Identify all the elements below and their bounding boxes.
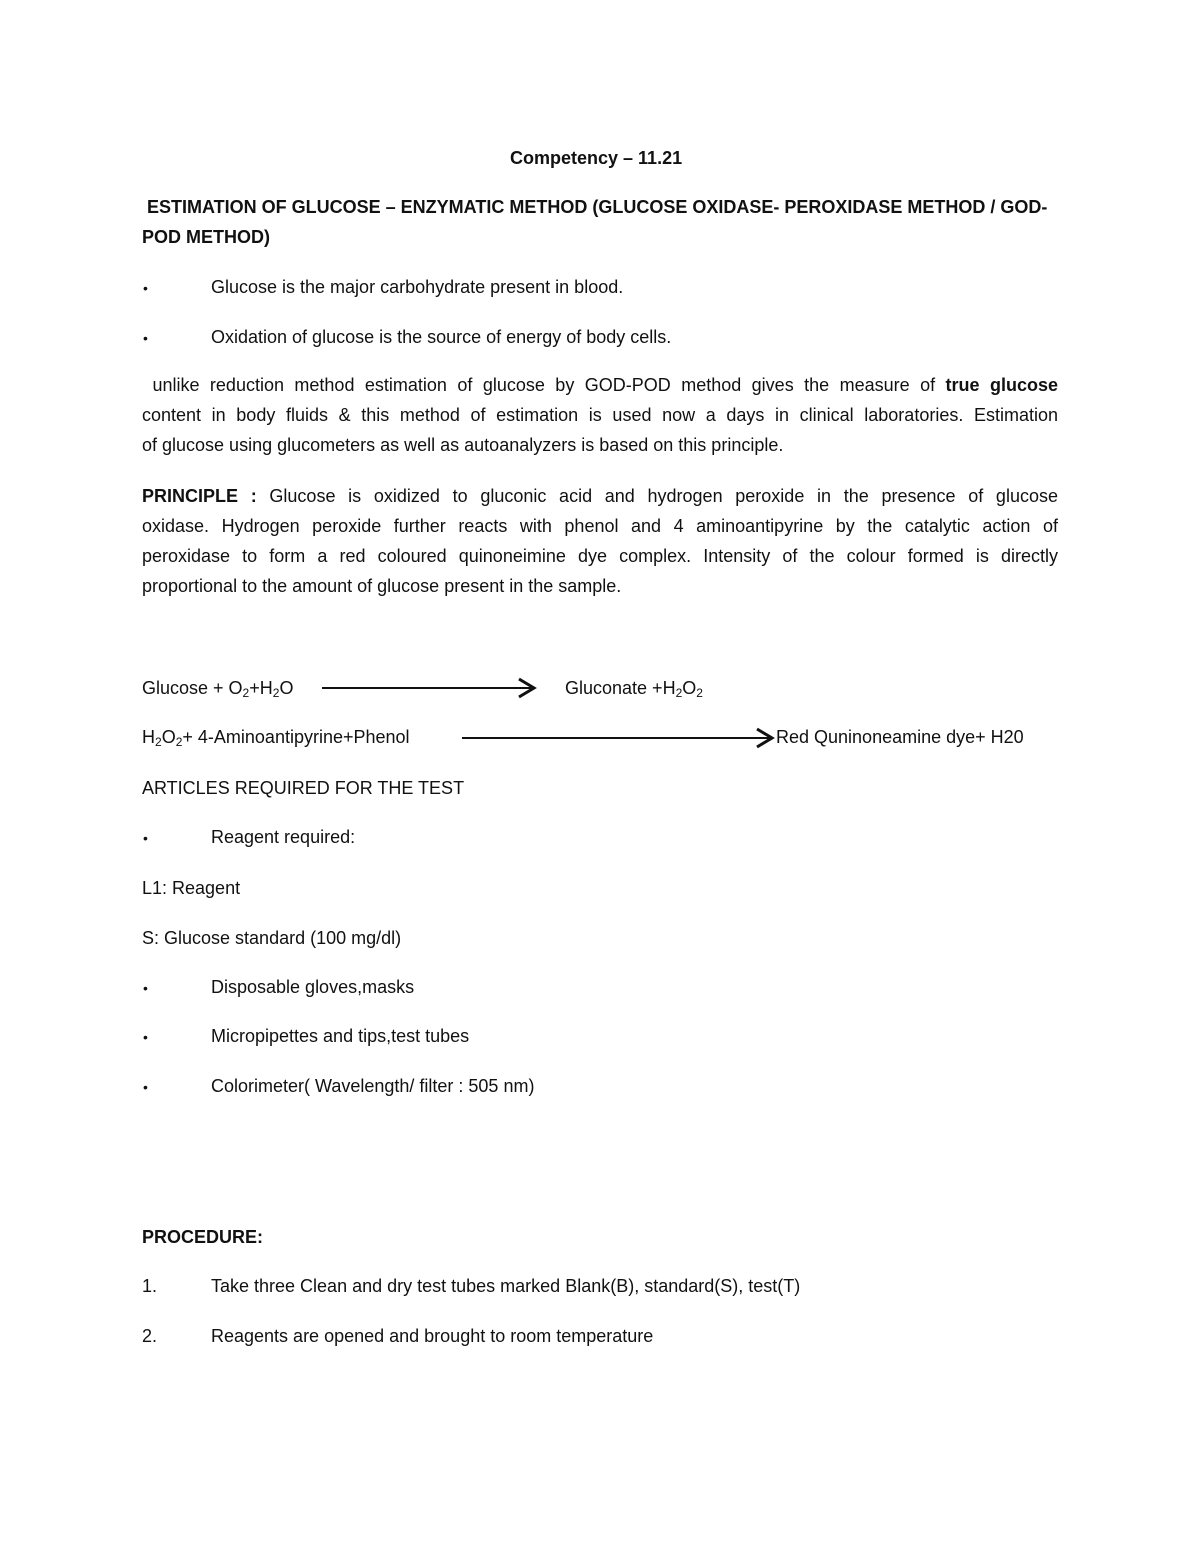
step-number: 1.: [142, 1276, 158, 1296]
principle-line: oxidase. Hydrogen peroxide further reacts with phenol and 4 aminoantipyrine by the catalytic action of: [142, 516, 1058, 536]
document-title-line2: POD METHOD): [142, 227, 270, 247]
principle-paragraph: [142, 481, 1058, 601]
reaction-1-products: Gluconate $+H_2O_2$: [565, 678, 703, 700]
principle-line: [142, 481, 1058, 511]
competency-heading: Competency – 11.21: [510, 148, 683, 168]
article-item: Disposable gloves,masks: [211, 977, 415, 997]
reaction-2-products: Red Quninoneamine dye+ H20: [776, 727, 1024, 747]
reaction-arrow-icon: [460, 726, 778, 750]
reagent-standard: S: Glucose standard (100 mg/dl): [142, 928, 402, 948]
paragraph-line: content in body fluids & this method of estimation is used now a days in clinical laboratories. Estimation: [142, 405, 1058, 425]
reaction-2-reactants: $H_2O_2+$ 4-Aminoantipyrine+Phenol: [142, 727, 410, 749]
intro-bullet-text: Glucose is the major carbohydrate present in blood.: [211, 277, 624, 297]
bullet-icon: •: [143, 980, 148, 996]
bullet-icon: •: [143, 330, 148, 346]
articles-heading: ARTICLES REQUIRED FOR THE TEST: [142, 778, 465, 798]
article-item: Micropipettes and tips,test tubes: [211, 1026, 470, 1046]
step-text: Take three Clean and dry test tubes marked Blank(B), standard(S), test(T): [211, 1276, 801, 1296]
paragraph-line: of glucose using glucometers as well as autoanalyzers is based on this principle.: [142, 435, 784, 455]
paragraph-text: unlike reduction method estimation of glucose by GOD-POD method gives the measure of: [152, 375, 946, 395]
article-item: Colorimeter( Wavelength/ filter : 505 nm): [211, 1076, 535, 1096]
paragraph-line: [142, 370, 1058, 400]
intro-paragraph: [142, 370, 1058, 460]
principle-text: Glucose is oxidized to gluconic acid and hydrogen peroxide in the presence of glucose: [269, 486, 1058, 506]
principle-line: proportional to the amount of glucose present in the sample.: [142, 576, 622, 596]
bullet-icon: •: [143, 1029, 148, 1045]
true-glucose-emphasis: true glucose: [945, 375, 1058, 395]
bullet-icon: •: [143, 1079, 148, 1095]
reaction-arrow-icon: [320, 676, 540, 700]
intro-bullet-text: Oxidation of glucose is the source of energy of body cells.: [211, 327, 672, 347]
reagent-l1: L1: Reagent: [142, 878, 241, 898]
step-number: 2.: [142, 1326, 158, 1346]
document-title-line1: ESTIMATION OF GLUCOSE – ENZYMATIC METHOD (GLUCOSE OXIDASE- PEROXIDASE METHOD / GOD-: [147, 197, 1048, 217]
bullet-icon: •: [143, 280, 148, 296]
principle-label: PRINCIPLE :: [142, 486, 257, 506]
step-text: Reagents are opened and brought to room temperature: [211, 1326, 654, 1346]
bullet-icon: •: [143, 830, 148, 846]
principle-line: peroxidase to form a red coloured quinoneimine dye complex. Intensity of the colour formed is directly: [142, 546, 1058, 566]
procedure-heading: PROCEDURE:: [142, 1227, 264, 1247]
reagent-required: Reagent required:: [211, 827, 356, 847]
reaction-1-reactants: $Glucose + O_2+H_2O$: [142, 678, 294, 700]
